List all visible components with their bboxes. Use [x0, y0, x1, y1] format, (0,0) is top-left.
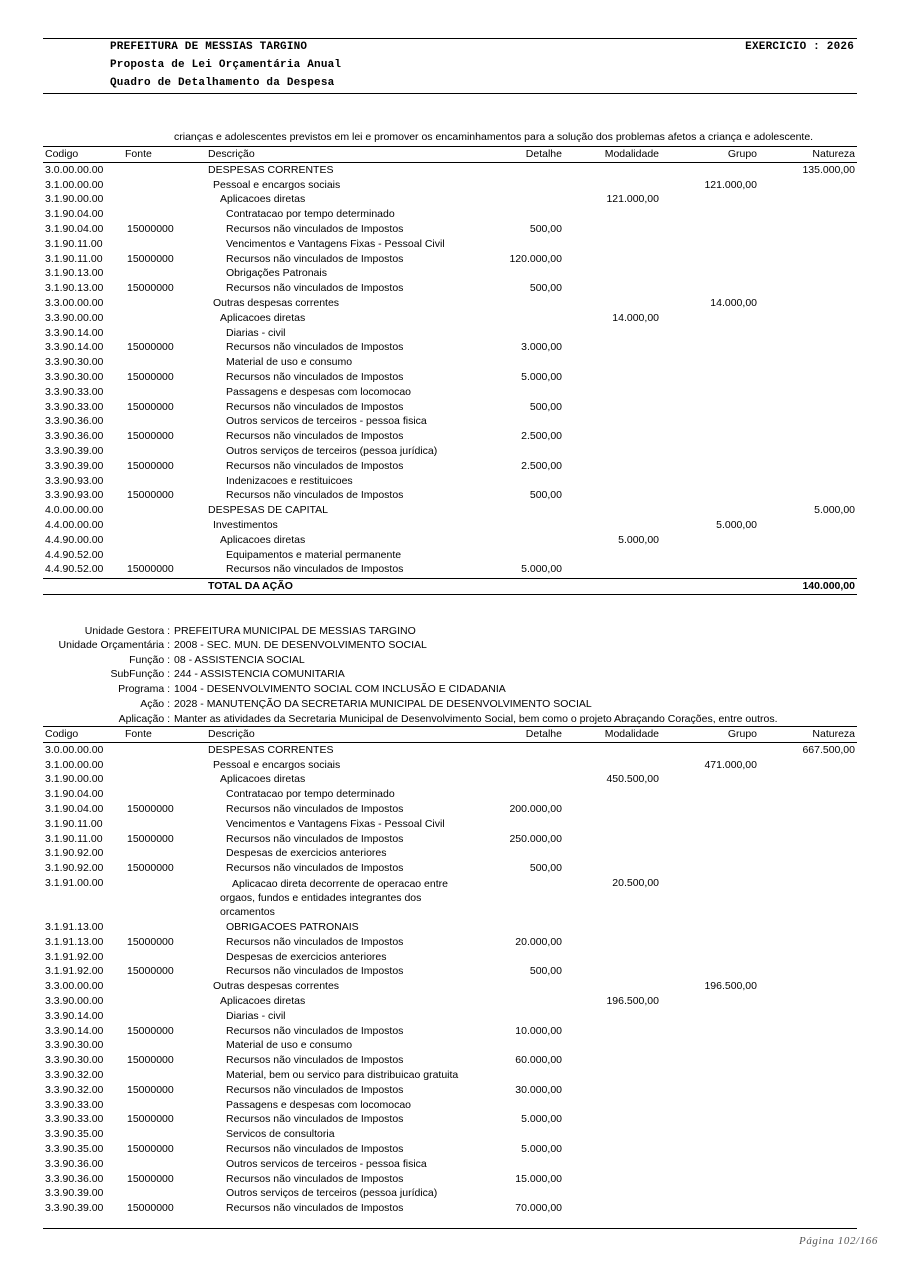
- cell-codigo: 3.3.90.39.00: [45, 444, 104, 457]
- cell-descricao: Recursos não vinculados de Impostos: [226, 1024, 404, 1037]
- table-row: [43, 1068, 857, 1083]
- cell-fonte: 15000000: [127, 1142, 174, 1155]
- cell-detalhe: 500,00: [529, 222, 562, 235]
- meta-label: Unidade Gestora :: [84, 625, 170, 637]
- meta-value: Manter as atividades da Secretaria Municipal de Desenvolvimento Social, bem como o projeto Abraçando Corações, entre outros.: [174, 713, 778, 725]
- cell-descricao: Material, bem ou servico para distribuicao gratuita: [226, 1068, 459, 1081]
- col-detalhe: Detalhe: [525, 148, 562, 160]
- cell-codigo: 3.1.91.92.00: [45, 950, 104, 963]
- table-row: [43, 861, 857, 876]
- table-row: [43, 935, 857, 950]
- cell-descricao: Recursos não vinculados de Impostos: [226, 563, 404, 576]
- cell-descricao: Investimentos: [213, 518, 278, 531]
- cell-natureza: 5.000,00: [814, 504, 855, 517]
- cell-descricao: Pessoal e encargos sociais: [213, 178, 341, 191]
- cell-codigo: 4.4.90.52.00: [45, 563, 104, 576]
- table-row: [43, 533, 857, 548]
- col-descricao: Descrição: [208, 728, 255, 740]
- cell-codigo: 4.4.90.00.00: [45, 533, 104, 546]
- meta-value: 08 - ASSISTENCIA SOCIAL: [174, 654, 305, 666]
- table-row: [43, 1053, 857, 1068]
- cell-detalhe: 15.000,00: [515, 1172, 562, 1185]
- cell-codigo: 4.0.00.00.00: [45, 504, 104, 517]
- cell-codigo: 3.1.91.00.00: [45, 876, 104, 889]
- meta-label: Unidade Orçamentária :: [58, 639, 170, 651]
- cell-descricao: Recursos não vinculados de Impostos: [226, 222, 404, 235]
- cell-descricao: Recursos não vinculados de Impostos: [226, 832, 404, 845]
- table-row: [43, 1186, 857, 1201]
- cell-detalhe: 200.000,00: [509, 802, 562, 815]
- cell-descricao: Aplicacoes diretas: [220, 311, 306, 324]
- cell-codigo: 3.3.90.33.00: [45, 385, 104, 398]
- cell-descricao: Passagens e despesas com locomocao: [226, 1098, 412, 1111]
- cell-descricao: OBRIGACOES PATRONAIS: [226, 920, 359, 933]
- meta-value: 1004 - DESENVOLVIMENTO SOCIAL COM INCLUSÃO E CIDADANIA: [174, 683, 506, 695]
- cell-grupo: 196.500,00: [704, 980, 757, 993]
- table-row: [43, 876, 857, 920]
- cell-descricao: DESPESAS CORRENTES: [208, 743, 334, 756]
- cell-codigo: 3.3.90.30.00: [45, 356, 104, 369]
- document-subtitle: Proposta de Lei Orçamentária Anual: [110, 59, 342, 71]
- table-row: [43, 772, 857, 787]
- cell-detalhe: 30.000,00: [515, 1083, 562, 1096]
- cell-codigo: 3.3.90.33.00: [45, 1113, 104, 1126]
- cell-descricao: Aplicacoes diretas: [220, 994, 306, 1007]
- cell-grupo: 14.000,00: [710, 296, 757, 309]
- cell-descricao: Outras despesas correntes: [213, 296, 340, 309]
- cell-detalhe: 5.000,00: [521, 370, 562, 383]
- header-bottom-rule: [43, 93, 857, 94]
- cell-detalhe: 2.500,00: [521, 430, 562, 443]
- cell-descricao: Recursos não vinculados de Impostos: [226, 965, 404, 978]
- table-row: [43, 459, 857, 474]
- page-number: Página 102/166: [799, 1235, 878, 1247]
- footer-rule: [43, 1228, 857, 1229]
- table-row: [43, 503, 857, 518]
- cell-descricao: Aplicacoes diretas: [220, 773, 306, 786]
- cell-fonte: 15000000: [127, 965, 174, 978]
- col-modalidade: Modalidade: [604, 728, 659, 740]
- cell-fonte: 15000000: [127, 1172, 174, 1185]
- cell-codigo: 3.1.90.04.00: [45, 788, 104, 801]
- table-row: [43, 311, 857, 326]
- section2-column-headers: [43, 727, 857, 742]
- cell-fonte: 15000000: [127, 400, 174, 413]
- table-row: [43, 252, 857, 267]
- cell-codigo: 3.3.90.14.00: [45, 1009, 104, 1022]
- table-row: [43, 444, 857, 459]
- cell-detalhe: 20.000,00: [515, 935, 562, 948]
- table-row: [43, 355, 857, 370]
- col-natureza: Natureza: [812, 148, 855, 160]
- cell-codigo: 3.3.90.39.00: [45, 1202, 104, 1215]
- cell-codigo: 3.3.90.32.00: [45, 1083, 104, 1096]
- meta-value: 2028 - MANUTENÇÃO DA SECRETARIA MUNICIPAL DE DESENVOLVIMENTO SOCIAL: [174, 698, 592, 710]
- cell-descricao: Aplicacoes diretas: [220, 533, 306, 546]
- cell-grupo: 471.000,00: [704, 758, 757, 771]
- meta-label: SubFunção :: [110, 668, 170, 680]
- cell-fonte: 15000000: [127, 459, 174, 472]
- cell-fonte: 15000000: [127, 1024, 174, 1037]
- cell-codigo: 3.3.90.14.00: [45, 341, 104, 354]
- table-row: [43, 178, 857, 193]
- section1-column-headers: [43, 147, 857, 162]
- cell-detalhe: 500,00: [529, 400, 562, 413]
- cell-fonte: 15000000: [127, 370, 174, 383]
- cell-descricao: Recursos não vinculados de Impostos: [226, 802, 404, 815]
- cell-fonte: 15000000: [127, 1054, 174, 1067]
- col-descricao: Descrição: [208, 148, 255, 160]
- cell-codigo: 3.0.00.00.00: [45, 743, 104, 756]
- cell-descricao: Pessoal e encargos sociais: [213, 758, 341, 771]
- cell-descricao: Recursos não vinculados de Impostos: [226, 252, 404, 265]
- table-row: [43, 340, 857, 355]
- cell-detalhe: 60.000,00: [515, 1054, 562, 1067]
- cell-modalidade: 14.000,00: [612, 311, 659, 324]
- col-codigo: Codigo: [45, 148, 79, 160]
- cell-codigo: 3.1.00.00.00: [45, 178, 104, 191]
- cell-detalhe: 500,00: [529, 489, 562, 502]
- cell-descricao: Obrigações Patronais: [226, 267, 327, 280]
- meta-value: 2008 - SEC. MUN. DE DESENVOLVIMENTO SOCIAL: [174, 639, 427, 651]
- cell-fonte: 15000000: [127, 1083, 174, 1096]
- cell-codigo: 3.3.00.00.00: [45, 980, 104, 993]
- table-row: [43, 222, 857, 237]
- cell-codigo: 3.1.90.92.00: [45, 847, 104, 860]
- cell-descricao: Servicos de consultoria: [226, 1128, 335, 1141]
- cell-natureza: 135.000,00: [802, 163, 855, 176]
- cell-descricao: Aplicacoes diretas: [220, 193, 306, 206]
- cell-descricao: Passagens e despesas com locomocao: [226, 385, 412, 398]
- table-row: [43, 1172, 857, 1187]
- cell-detalhe: 10.000,00: [515, 1024, 562, 1037]
- cell-modalidade: 196.500,00: [606, 994, 659, 1007]
- col-codigo: Codigo: [45, 728, 79, 740]
- cell-codigo: 3.1.90.04.00: [45, 802, 104, 815]
- table-row: [43, 787, 857, 802]
- table-row: [43, 743, 857, 758]
- cell-fonte: 15000000: [127, 341, 174, 354]
- section2-table: [43, 727, 857, 1216]
- cell-codigo: 3.3.90.14.00: [45, 1024, 104, 1037]
- cell-descricao: Diarias - civil: [226, 1009, 286, 1022]
- cell-codigo: 3.1.90.11.00: [45, 237, 103, 250]
- cell-fonte: 15000000: [127, 282, 174, 295]
- table-row: [43, 163, 857, 178]
- cell-descricao: Recursos não vinculados de Impostos: [226, 459, 404, 472]
- col-grupo: Grupo: [727, 728, 757, 740]
- cell-modalidade: 121.000,00: [606, 193, 659, 206]
- table-row: [43, 964, 857, 979]
- cell-codigo: 3.3.90.93.00: [45, 489, 104, 502]
- cell-codigo: 3.1.90.13.00: [45, 267, 104, 280]
- table-row: [43, 474, 857, 489]
- cell-codigo: 3.1.90.11.00: [45, 252, 103, 265]
- cell-codigo: 3.3.90.30.00: [45, 1039, 104, 1052]
- table-row: [43, 400, 857, 415]
- cell-descricao: Outras despesas correntes: [213, 980, 340, 993]
- exercicio-label: EXERCICIO : 2026: [745, 41, 854, 53]
- cell-descricao: Vencimentos e Vantagens Fixas - Pessoal Civil: [226, 817, 445, 830]
- cell-descricao: Recursos não vinculados de Impostos: [226, 341, 404, 354]
- cell-descricao: Outros servicos de terceiros - pessoa fisica: [226, 415, 427, 428]
- cell-codigo: 3.3.90.14.00: [45, 326, 104, 339]
- cell-codigo: 3.1.90.92.00: [45, 862, 104, 875]
- section1-intro: crianças e adolescentes previstos em lei e promover os encaminhamentos para a solução dos problemas afetos a criança e adolescente.: [174, 131, 814, 143]
- table-row: [43, 802, 857, 817]
- cell-detalhe: 2.500,00: [521, 459, 562, 472]
- table-row: [43, 518, 857, 533]
- cell-descricao: Recursos não vinculados de Impostos: [226, 935, 404, 948]
- cell-detalhe: 250.000,00: [509, 832, 562, 845]
- table-row: [43, 979, 857, 994]
- cell-codigo: 3.3.00.00.00: [45, 296, 104, 309]
- cell-codigo: 3.1.90.13.00: [45, 282, 104, 295]
- cell-detalhe: 500,00: [529, 965, 562, 978]
- cell-descricao: Aplicacao direta decorrente de operacao entre orgaos, fundos e entidades integrantes dos orcamentos: [220, 877, 448, 918]
- cell-descricao: Despesas de exercicios anteriores: [226, 950, 387, 963]
- col-fonte: Fonte: [125, 148, 152, 160]
- cell-detalhe: 500,00: [529, 282, 562, 295]
- table-row: [43, 488, 857, 503]
- cell-detalhe: 500,00: [529, 862, 562, 875]
- col-fonte: Fonte: [125, 728, 152, 740]
- cell-descricao: Outros serviços de terceiros (pessoa jurídica): [226, 444, 438, 457]
- table-row: [43, 1142, 857, 1157]
- cell-codigo: 4.4.00.00.00: [45, 518, 104, 531]
- table-row: [43, 562, 857, 577]
- cell-descricao: Recursos não vinculados de Impostos: [226, 862, 404, 875]
- section1-rows: [43, 162, 857, 577]
- cell-descricao: Recursos não vinculados de Impostos: [226, 1172, 404, 1185]
- cell-codigo: 3.3.90.33.00: [45, 400, 104, 413]
- cell-codigo: 3.3.90.36.00: [45, 415, 104, 428]
- cell-descricao: Recursos não vinculados de Impostos: [226, 1142, 404, 1155]
- cell-codigo: 3.1.90.04.00: [45, 208, 104, 221]
- cell-descricao: Recursos não vinculados de Impostos: [226, 489, 404, 502]
- table-row: [43, 920, 857, 935]
- table-row: [43, 758, 857, 773]
- cell-descricao: Outros servicos de terceiros - pessoa fisica: [226, 1157, 427, 1170]
- table-row: [43, 1083, 857, 1098]
- table-row: [43, 1157, 857, 1172]
- table-row: [43, 1024, 857, 1039]
- table-row: [43, 1009, 857, 1024]
- cell-descricao: Recursos não vinculados de Impostos: [226, 1083, 404, 1096]
- cell-fonte: 15000000: [127, 1113, 174, 1126]
- table-row: [43, 994, 857, 1009]
- table-row: [43, 950, 857, 965]
- cell-fonte: 15000000: [127, 935, 174, 948]
- cell-fonte: 15000000: [127, 222, 174, 235]
- cell-codigo: 3.3.90.35.00: [45, 1142, 104, 1155]
- cell-codigo: 3.3.90.39.00: [45, 459, 104, 472]
- table-row: [43, 385, 857, 400]
- table-row: [43, 846, 857, 861]
- col-modalidade: Modalidade: [604, 148, 659, 160]
- cell-codigo: 3.3.90.35.00: [45, 1128, 104, 1141]
- document-title: Quadro de Detalhamento da Despesa: [110, 77, 335, 89]
- col-grupo: Grupo: [727, 148, 757, 160]
- table-row: [43, 266, 857, 281]
- meta-value: 244 - ASSISTENCIA COMUNITARIA: [174, 668, 345, 680]
- table-row: [43, 237, 857, 252]
- cell-descricao: Outros serviços de terceiros (pessoa jurídica): [226, 1187, 438, 1200]
- cell-codigo: 3.0.00.00.00: [45, 163, 104, 176]
- cell-codigo: 3.1.90.04.00: [45, 222, 104, 235]
- cell-descricao: DESPESAS DE CAPITAL: [208, 504, 329, 517]
- cell-descricao: Contratacao por tempo determinado: [226, 788, 395, 801]
- cell-grupo: 121.000,00: [704, 178, 757, 191]
- cell-descricao: Contratacao por tempo determinado: [226, 208, 395, 221]
- cell-natureza: 667.500,00: [802, 743, 855, 756]
- cell-fonte: 15000000: [127, 1202, 174, 1215]
- cell-codigo: 3.1.90.11.00: [45, 832, 103, 845]
- cell-codigo: 3.3.90.93.00: [45, 474, 104, 487]
- cell-descricao: Indenizacoes e restituicoes: [226, 474, 353, 487]
- cell-codigo: 3.3.90.00.00: [45, 994, 104, 1007]
- table-row: [43, 207, 857, 222]
- cell-codigo: 4.4.90.52.00: [45, 548, 104, 561]
- total-label: TOTAL DA AÇÃO: [208, 580, 293, 593]
- cell-codigo: 3.3.90.39.00: [45, 1187, 104, 1200]
- cell-modalidade: 5.000,00: [618, 533, 659, 546]
- table-row: [43, 1038, 857, 1053]
- cell-codigo: 3.3.90.36.00: [45, 1157, 104, 1170]
- table-row: [43, 429, 857, 444]
- cell-fonte: 15000000: [127, 489, 174, 502]
- cell-descricao: DESPESAS CORRENTES: [208, 163, 334, 176]
- cell-codigo: 3.1.91.13.00: [45, 935, 104, 948]
- cell-fonte: 15000000: [127, 802, 174, 815]
- meta-value: PREFEITURA MUNICIPAL DE MESSIAS TARGINO: [174, 625, 416, 637]
- cell-codigo: 3.1.91.13.00: [45, 920, 104, 933]
- cell-codigo: 3.3.90.33.00: [45, 1098, 104, 1111]
- section1-table: [43, 147, 857, 595]
- col-detalhe: Detalhe: [525, 728, 562, 740]
- table-row: [43, 1098, 857, 1113]
- meta-label: Função :: [129, 654, 170, 666]
- cell-detalhe: 5.000,00: [521, 1113, 562, 1126]
- section2-rows: [43, 742, 857, 1216]
- cell-detalhe: 5.000,00: [521, 1142, 562, 1155]
- cell-fonte: 15000000: [127, 862, 174, 875]
- cell-descricao: Material de uso e consumo: [226, 1039, 353, 1052]
- cell-codigo: 3.3.90.32.00: [45, 1068, 104, 1081]
- cell-codigo: 3.1.00.00.00: [45, 758, 104, 771]
- header-top-rule: [43, 38, 857, 39]
- col-natureza: Natureza: [812, 728, 855, 740]
- cell-descricao: Recursos não vinculados de Impostos: [226, 370, 404, 383]
- table-row: [43, 1127, 857, 1142]
- cell-descricao: Recursos não vinculados de Impostos: [226, 400, 404, 413]
- cell-descricao: Recursos não vinculados de Impostos: [226, 1202, 404, 1215]
- cell-descricao: Recursos não vinculados de Impostos: [226, 1113, 404, 1126]
- table-row: [43, 296, 857, 311]
- cell-descricao: Vencimentos e Vantagens Fixas - Pessoal Civil: [226, 237, 445, 250]
- cell-codigo: 3.3.90.36.00: [45, 430, 104, 443]
- meta-label: Programa :: [118, 683, 170, 695]
- table-row: [43, 326, 857, 341]
- cell-codigo: 3.3.90.30.00: [45, 370, 104, 383]
- cell-codigo: 3.1.91.92.00: [45, 965, 104, 978]
- table-row: [43, 370, 857, 385]
- cell-codigo: 3.1.90.00.00: [45, 773, 104, 786]
- cell-fonte: 15000000: [127, 563, 174, 576]
- cell-codigo: 3.1.90.00.00: [45, 193, 104, 206]
- cell-detalhe: 5.000,00: [521, 563, 562, 576]
- cell-modalidade: 20.500,00: [612, 876, 659, 889]
- cell-codigo: 3.3.90.00.00: [45, 311, 104, 324]
- cell-detalhe: 70.000,00: [515, 1202, 562, 1215]
- section1-total-row: [43, 578, 857, 595]
- cell-descricao: Recursos não vinculados de Impostos: [226, 1054, 404, 1067]
- org-name: PREFEITURA DE MESSIAS TARGINO: [110, 41, 308, 53]
- cell-descricao: Despesas de exercicios anteriores: [226, 847, 387, 860]
- meta-label: Ação :: [140, 698, 170, 710]
- table-row: [43, 1112, 857, 1127]
- table-row: [43, 1201, 857, 1216]
- table-row: [43, 281, 857, 296]
- meta-label: Aplicação :: [118, 713, 170, 725]
- cell-descricao: Diarias - civil: [226, 326, 286, 339]
- total-value: 140.000,00: [802, 580, 855, 593]
- cell-codigo: 3.3.90.30.00: [45, 1054, 104, 1067]
- cell-detalhe: 120.000,00: [509, 252, 562, 265]
- cell-modalidade: 450.500,00: [606, 773, 659, 786]
- cell-codigo: 3.1.90.11.00: [45, 817, 103, 830]
- cell-descricao: Material de uso e consumo: [226, 356, 353, 369]
- table-row: [43, 817, 857, 832]
- cell-descricao: Recursos não vinculados de Impostos: [226, 430, 404, 443]
- table-row: [43, 832, 857, 847]
- cell-grupo: 5.000,00: [716, 518, 757, 531]
- cell-fonte: 15000000: [127, 832, 174, 845]
- table-row: [43, 192, 857, 207]
- cell-fonte: 15000000: [127, 252, 174, 265]
- cell-codigo: 3.3.90.36.00: [45, 1172, 104, 1185]
- cell-fonte: 15000000: [127, 430, 174, 443]
- cell-descricao: Recursos não vinculados de Impostos: [226, 282, 404, 295]
- cell-descricao: Equipamentos e material permanente: [226, 548, 402, 561]
- table-row: [43, 414, 857, 429]
- table-row: [43, 548, 857, 563]
- cell-detalhe: 3.000,00: [521, 341, 562, 354]
